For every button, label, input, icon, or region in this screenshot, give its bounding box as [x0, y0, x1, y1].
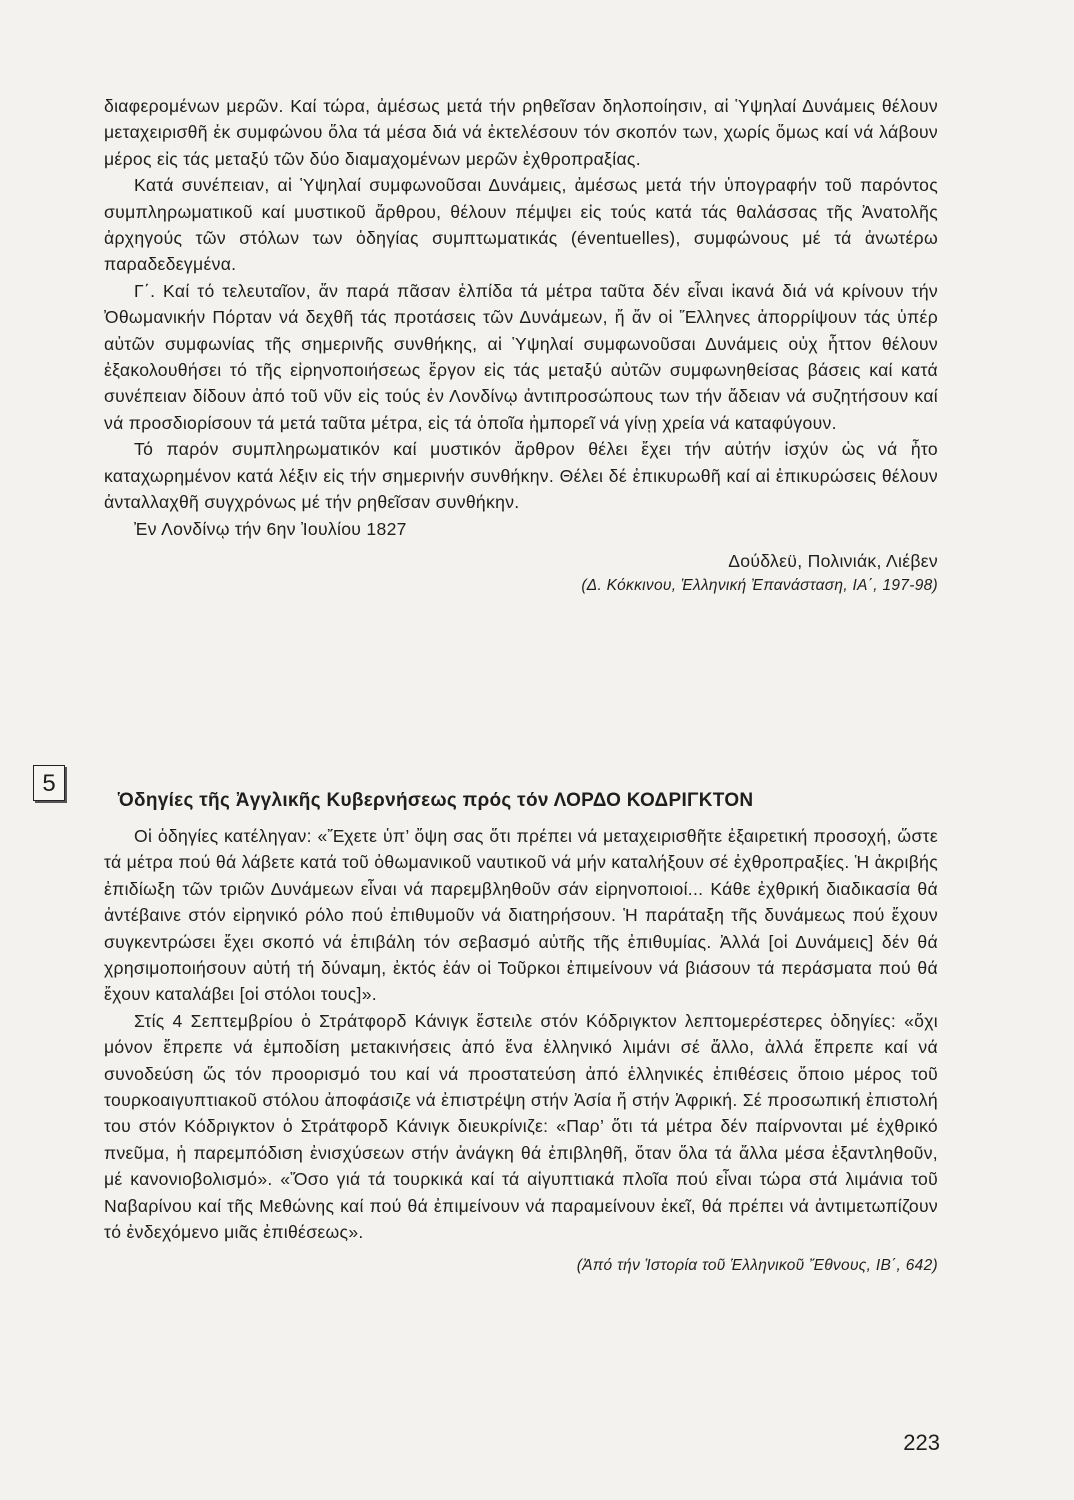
- section-a-body: [104, 93, 938, 598]
- section-5-body: [104, 823, 938, 1278]
- section-title: Ὁδηγίες τῆς Ἀγγλικῆς Κυβερνήσεως πρός τόν ΛΟΡΔΟ ΚΟΔΡΙΓΚΤΟΝ: [118, 790, 754, 811]
- citation-a: (Δ. Κόκκινου, Ἑλληνική Ἐπανάσταση, ΙΑ΄, 197-98): [581, 577, 938, 595]
- citation-5: (Ἀπό τήν Ἱστορία τοῦ Ἑλληνικοῦ Ἔθνους, ΙΒ΄, 642): [576, 1256, 938, 1274]
- page-number: 223: [903, 1430, 940, 1455]
- place-date: Ἐν Λονδίνῳ τήν 6ην Ἰουλίου 1827: [134, 518, 407, 539]
- paragraph-4: Τό παρόν συμπληρωματικόν καί μυστικόν ἄρθρον θέλει ἔχει τήν αὐτήν ἰσχύν ὡς νά ἦτο καταχωρημένον κατά λέξιν εἰς τήν σημερινήν συνθήκην. Θέλει δέ ἐπικυρωθῆ καί αἱ ἐπικυρώσεις θέλουν ἀνταλλαχθῆ συγχρόνως μέ τήν ρηθεῖσαν συνθήκην.: [104, 439, 938, 513]
- paragraph-1: διαφερομένων μερῶν. Καί τώρα, ἀμέσως μετά τήν ρηθεῖσαν δηλοποίησιν, αἱ Ὑψηλαί Δυνάμεις θέλουν μεταχειρισθῆ ἐκ συμφώνου ὅλα τά μέσα διά νά ἐκτελέσουν τόν σκοπόν των, χωρίς ὅμως καί νά λάβουν μέρος εἰς τάς μεταξύ τῶν δύο διαμαχομένων μερῶν ἐχθροπραξίας.: [104, 96, 938, 169]
- paragraph-5-1: Οἱ ὁδηγίες κατέληγαν: «Ἔχετε ὑπ’ ὄψη σας ὅτι πρέπει νά μεταχειρισθῆτε ἐξαιρετική προσοχή, ὥστε τά μέτρα πού θά λάβετε κατά τοῦ ὀθωμανικοῦ ναυτικοῦ νά μήν καταλήξουν σέ ἐχθροπραξίες. Ἡ ἀκριβής ἐπιδίωξη τῶν τριῶν Δυνάμεων εἶναι νά παρεμβληθοῦν σάν εἰρηνοποιοί... Κάθε ἐχθρική διαδικασία θά ἀντέβαινε στόν εἰρηνικό ρόλο πού ἐπιθυμοῦν νά διατηρήσουν. Ἡ παράταξη τῆς δυνάμεως πού ἔχουν συγκεντρώσει ἔχει σκοπό νά ἐπιβάλη τόν σεβασμό αὐτῆς τῆς ἐπιθυμίας. Ἀλλά [οἱ Δυνάμεις] δέν θά χρησιμοποιήσουν αὐτή τή δύναμη, ἐκτός ἐάν οἱ Τοῦρκοι ἐπιμείνουν νά βιάσουν τά περάσματα πού θά ἔχουν καταλάβει [οἱ στόλοι τους]».: [104, 826, 938, 1005]
- section-number-box: 5: [33, 765, 65, 801]
- paragraph-2: Κατά συνέπειαν, αἱ Ὑψηλαί συμφωνοῦσαι Δυνάμεις, ἀμέσως μετά τήν ὑπογραφήν τοῦ παρόντος συμπληρωματικοῦ καί μυστικοῦ ἄρθρου, θέλουν πέμψει εἰς τούς κατά τάς θαλάσσας τῆς Ἀνατολῆς ἀρχηγούς τῶν στόλων των ὁδηγίας συμπτωματικάς (éventuelles), συμφώνους μέ τά ἀνωτέρω παραδεδεγμένα.: [104, 175, 938, 275]
- signatories: Δούδλεϋ, Πολινιάκ, Λιέβεν: [728, 550, 938, 571]
- paragraph-3: Γ΄. Καί τό τελευταῖον, ἄν παρά πᾶσαν ἐλπίδα τά μέτρα ταῦτα δέν εἶναι ἱκανά διά νά κρίνουν τήν Ὀθωμανικήν Πόρταν νά δεχθῆ τάς προτάσεις τῶν Δυνάμεων, ἤ ἄν οἱ Ἕλληνες ἀπορρίψουν τάς ὑπέρ αὐτῶν συμφωνίας τῆς σημερινῆς συνθήκης, αἱ Ὑψηλαί συμφωνοῦσαι Δυνάμεις οὐχ ἧττον θέλουν ἐξακολουθήσει τό τῆς εἰρηνοποιήσεως ἔργον εἰς τάς μεταξύ αὐτῶν συμφωνηθείσας βάσεις καί κατά συνέπειαν δίδουν ἀπό τοῦ νῦν εἰς τούς ἐν Λονδίνῳ ἀντιπροσώπους των τήν ἄδειαν νά συζητήσουν καί νά προσδιορίσουν τά μετά ταῦτα μέτρα, εἰς τά ὁποῖα ἠμπορεῖ νά γίνῃ χρεία νά καταφύγουν.: [104, 280, 938, 433]
- paragraph-5-2: Στίς 4 Σεπτεμβρίου ὁ Στράτφορδ Κάνιγκ ἔστειλε στόν Κόδριγκτον λεπτομερέστερες ὁδηγίες: «ὄχι μόνον ἔπρεπε νά ἐμποδίση μετακινήσεις ἀπό ἕνα ἑλληνικό λιμάνι σέ ἄλλο, ἀλλά ἔπρεπε καί νά συνοδεύση ὥς τόν προορισμό του καί νά προστατεύση ἀπό ἑλληνικές ἐπιθέσεις ὅποιο μέρος τοῦ τουρκοαιγυπτιακοῦ στόλου ἀποφάσιζε νά ἐπιστρέψη στήν Ἀσία ἤ στήν Ἀφρική. Σέ προσωπική ἐπιστολή του στόν Κόδριγκτον ὁ Στράτφορδ Κάνιγκ διευκρίνιζε: «Παρ’ ὅτι τά μέτρα δέν παίρνονται μέ ἐχθρικό πνεῦμα, ἡ παρεμπόδιση ἐνισχύσεων στήν ἀνάγκη θά ἐπιβληθῆ, ὅταν ὅλα τά ἄλλα μέσα ἐξαντληθοῦν, μέ κανονιοβολισμό». «Ὅσο γιά τά τουρκικά καί τά αἰγυπτιακά πλοῖα πού εἶναι τώρα στά λιμάνια τοῦ Ναβαρίνου καί τῆς Μεθώνης καί πού θά ἐπιμείνουν νά παραμείνουν ἐκεῖ, θά πρέπει νά ἀντιμετωπίζουν τό ἐνδεχόμενο μιᾶς ἐπιθέσεως».: [104, 1010, 938, 1243]
